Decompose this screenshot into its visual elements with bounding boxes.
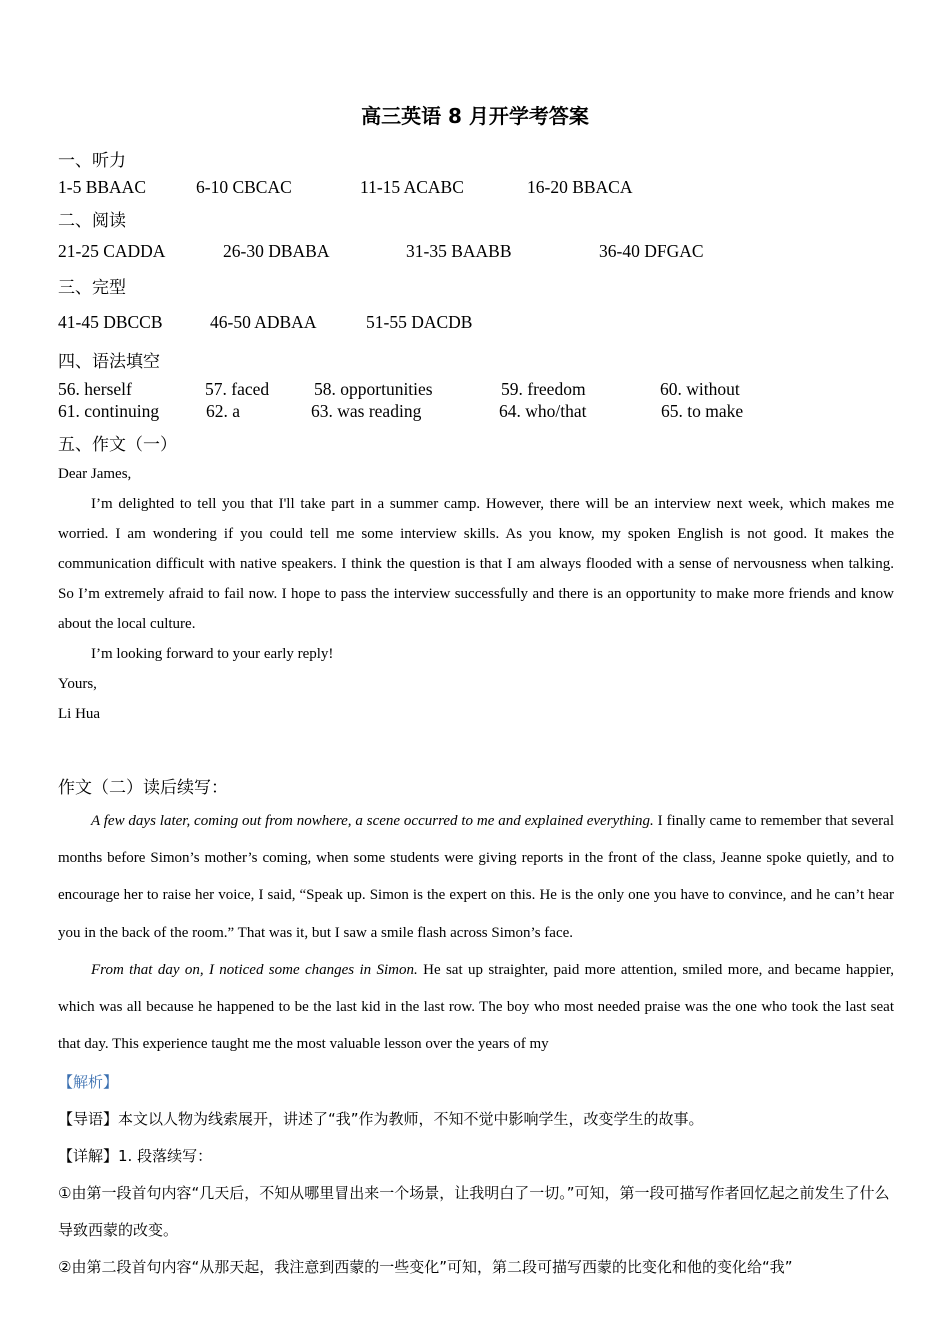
answer-group: 26-30 DBABA: [223, 241, 330, 261]
answer-group: 36-40 DFGAC: [599, 241, 704, 261]
grammar-answer: 60. without: [660, 379, 740, 399]
grammar-answer: 56. herself: [58, 379, 132, 399]
analysis-detail: 【详解】1. 段落续写：: [58, 1147, 213, 1165]
page-title: 高三英语 8 月开学考答案: [361, 104, 589, 128]
analysis-label: 【解析】: [58, 1073, 119, 1091]
writing1-heading: 五、作文（一）: [58, 435, 177, 455]
letter-body: I’m delighted to tell you that I'll take part in a summer camp. However, there will be an interview next week, which makes me worried. I am wondering if you could tell me some interview skills. As you know, my spoken English is not good. It makes the communication difficult with native speakers. I think the question is that I am always flooded with a sense of nervousness when talking. So I’m extremely afraid to fail now. I hope to pass the interview successfully and there is an opportunity to make more friends and know about the local culture.: [58, 496, 894, 632]
analysis-point-1: ①由第一段首句内容“几天后，不知从哪里冒出来一个场景，让我明白了一切。”可知，第一段可描写作者回忆起之前发生了什么导致西蒙的改变。: [58, 1184, 890, 1239]
letter: [58, 459, 894, 729]
answer-group: 31-35 BAABB: [406, 241, 512, 261]
letter-greeting: Dear James,: [58, 466, 132, 482]
cloze-heading: 三、完型: [58, 278, 126, 298]
paragraph-1-lead: A few days later, coming out from nowhere, a scene occurred to me and explained everything.: [91, 813, 654, 829]
grammar-answer: 63. was reading: [311, 401, 422, 421]
grammar-answer: 62. a: [206, 401, 241, 421]
answer-group: 16-20 BBACA: [527, 177, 633, 197]
letter-name: Li Hua: [58, 706, 101, 722]
essay-paragraph-2: [58, 952, 894, 1064]
answer-group: 11-15 ACABC: [360, 177, 464, 197]
answer-group: 41-45 DBCCB: [58, 312, 163, 332]
grammar-answers-row1: [58, 379, 898, 403]
analysis-point-2: ②由第二段首句内容“从那天起，我注意到西蒙的一些变化”可知，第二段可描写西蒙的比变化和他的变化给“我”: [58, 1258, 793, 1276]
answer-group: 21-25 CADDA: [58, 241, 166, 261]
grammar-answer: 65. to make: [661, 401, 744, 421]
paragraph-2-lead: From that day on, I noticed some changes in Simon.: [91, 961, 418, 978]
writing2-heading: 作文（二）读后续写：: [58, 778, 228, 798]
essay-paragraph-1: [58, 803, 894, 952]
grammar-answer: 58. opportunities: [314, 379, 433, 399]
continuation-essay: [58, 803, 894, 1063]
listening-heading: 一、听力: [58, 151, 126, 171]
grammar-answers-row2: [58, 401, 898, 425]
answer-group: 51-55 DACDB: [366, 312, 473, 332]
answer-group: 1-5 BBAAC: [58, 177, 146, 197]
analysis-section: [58, 1064, 896, 1286]
grammar-answer: 64. who/that: [499, 401, 587, 421]
answer-group: 6-10 CBCAC: [196, 177, 292, 197]
answer-group: 46-50 ADBAA: [210, 312, 317, 332]
cloze-answers: [58, 312, 898, 336]
reading-heading: 二、阅读: [58, 211, 126, 231]
letter-closing-line: I’m looking forward to your early reply!: [91, 646, 334, 662]
grammar-answer: 57. faced: [205, 379, 270, 399]
grammar-heading: 四、语法填空: [58, 352, 160, 372]
grammar-answer: 61. continuing: [58, 401, 160, 421]
paragraph-2-body: He sat up straighter, paid more attention, smiled more, and became happier, which was all because he happened to be the last kid in the last row. The boy who most needed praise was the one who took the last seat that day. This experience taught me the most valuable lesson over the years of my: [58, 961, 895, 1053]
grammar-answer: 59. freedom: [501, 379, 586, 399]
paragraph-1-body: I finally came to remember that several months before Simon’s mother’s coming, when some students were giving reports in the front of the class, Jeanne spoke quietly, and to encourage her to raise her voice, I said, “Speak up. Simon is the expert on this. He is the only one you have to convince, and he can’t hear you in the back of the room.” That was it, but I saw a smile flash across Simon’s face.: [58, 813, 894, 941]
listening-answers: [58, 177, 898, 201]
analysis-guide: 【导语】本文以人物为线索展开，讲述了“我”作为教师，不知不觉中影响学生，改变学生的故事。: [58, 1110, 704, 1128]
reading-answers: [58, 241, 898, 265]
letter-sign-off: Yours,: [58, 676, 97, 692]
